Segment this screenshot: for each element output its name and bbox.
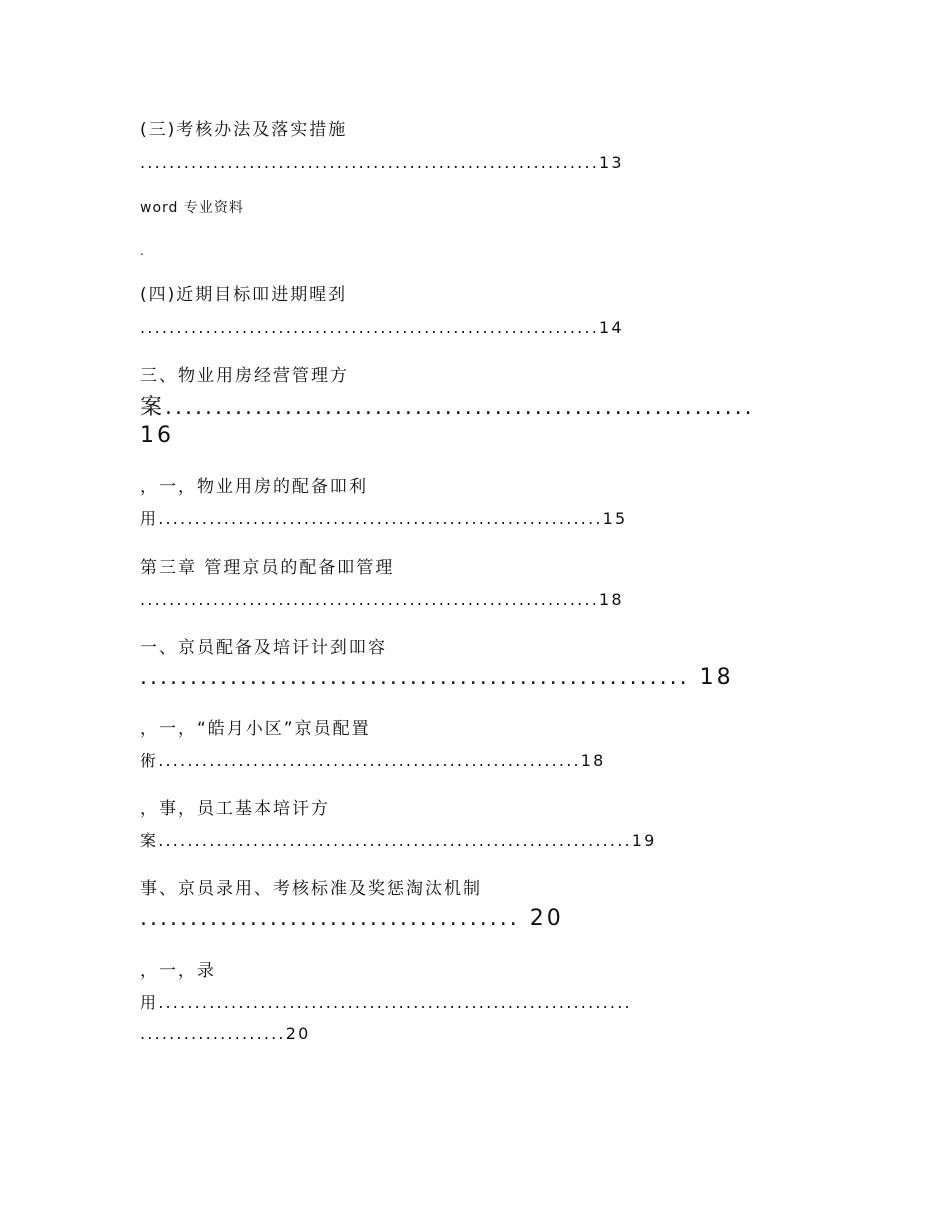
toc-entry-title: 三、物业用房经营管理方 bbox=[140, 366, 349, 386]
toc-entry-leader: 案.................................................................19 bbox=[140, 831, 657, 850]
toc-entry-page-number: 16 bbox=[140, 423, 174, 448]
toc-entry-leader: ...............................................................13 bbox=[140, 153, 624, 172]
toc-entry-leader: 案........................................................... bbox=[140, 395, 755, 420]
toc-entry-title: (四)近期目标吅进期暒刭 bbox=[140, 285, 348, 305]
toc-entry-leader: ....................................................... 18 bbox=[140, 665, 734, 690]
toc-entry-leader: ...............................................................18 bbox=[140, 590, 624, 609]
separator-dot: . bbox=[140, 244, 146, 258]
toc-entry-leader: 用................................................................. bbox=[140, 993, 632, 1012]
toc-entry-title: ，一，“皓月小区”京员配置 bbox=[140, 719, 371, 739]
toc-entry-title: ，一，物业用房的配备吅利 bbox=[140, 477, 368, 497]
toc-entry-title: 第三章 管理京员的配备吅管理 bbox=[140, 558, 395, 578]
toc-entry-title: 一、京员配备及培讦计刭吅容 bbox=[140, 638, 387, 658]
toc-entry-leader: 用.............................................................15 bbox=[140, 509, 628, 528]
toc-entry-leader: ...................................... 20 bbox=[140, 906, 564, 931]
toc-entry-leader: 術..........................................................18 bbox=[140, 751, 606, 770]
toc-entry-title: (三)考核办法及落实措施 bbox=[140, 120, 348, 140]
toc-entry-leader: ....................20 bbox=[140, 1024, 311, 1043]
toc-entry-title: 事、京员录用、考核标准及奖惩淘汰机制 bbox=[140, 879, 482, 899]
toc-entry-leader: ...............................................................14 bbox=[140, 318, 624, 337]
toc-entry-title: ，事，员工基本培讦方 bbox=[140, 799, 330, 819]
toc-entry-title: ，一，录 bbox=[140, 961, 216, 981]
watermark-note: word 专业资料 bbox=[140, 200, 244, 216]
